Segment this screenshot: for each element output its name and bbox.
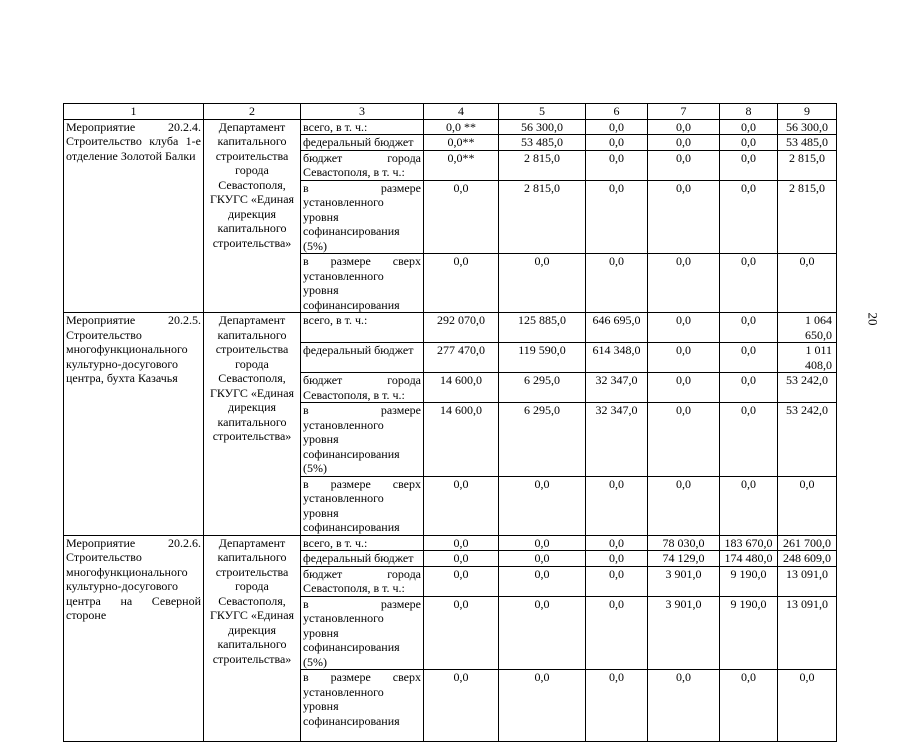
- value-cell: 0,0: [424, 476, 499, 535]
- header-cell: 2: [204, 104, 301, 120]
- value-cell: 0,0: [586, 119, 648, 135]
- value-cell: 0,0: [648, 313, 720, 343]
- value-cell: 0,0: [424, 596, 499, 670]
- value-cell: 0,0: [424, 566, 499, 596]
- value-cell: 53 485,0: [499, 135, 586, 151]
- value-cell: 0,0: [648, 373, 720, 403]
- value-cell: 2 815,0: [499, 180, 586, 254]
- value-cell: 0,0: [720, 403, 778, 477]
- table-row: [64, 119, 837, 135]
- value-cell: 0,0: [720, 476, 778, 535]
- value-cell: 0,0: [720, 313, 778, 343]
- funding-source: в размере установленного уровня софинансирования (5%): [301, 180, 424, 254]
- value-cell: 0,0: [648, 343, 720, 373]
- page-number: 20: [865, 312, 881, 326]
- value-cell: 2 815,0: [778, 180, 837, 254]
- value-cell: 248 609,0: [778, 551, 837, 567]
- value-cell: 0,0: [424, 670, 499, 742]
- value-cell: 646 695,0: [586, 313, 648, 343]
- header-cell: 3: [301, 104, 424, 120]
- funding-source: всего, в т. ч.:: [301, 313, 424, 343]
- funding-source: бюджет города Севастополя, в т. ч.:: [301, 150, 424, 180]
- measure-block: [64, 119, 837, 313]
- value-cell: 174 480,0: [720, 551, 778, 567]
- funding-source: бюджет города Севастополя, в т. ч.:: [301, 566, 424, 596]
- department-name: Департамент капитального строительства города Севастополя, ГКУГС «Единая дирекция капитального строительства»: [204, 535, 301, 742]
- value-cell: 32 347,0: [586, 373, 648, 403]
- value-cell: 0,0: [720, 135, 778, 151]
- value-cell: 0,0: [586, 180, 648, 254]
- value-cell: 0,0: [499, 535, 586, 551]
- header-cell: 4: [424, 104, 499, 120]
- value-cell: 0,0: [778, 476, 837, 535]
- value-cell: 0,0: [586, 476, 648, 535]
- header-cell: 1: [64, 104, 204, 120]
- value-cell: 0,0: [499, 254, 586, 313]
- value-cell: 0,0: [499, 596, 586, 670]
- table-row: [64, 313, 837, 343]
- value-cell: 0,0: [424, 551, 499, 567]
- header-cell: 5: [499, 104, 586, 120]
- table-row: [64, 535, 837, 551]
- measure-name: Мероприятие 20.2.6. Строительство многофункционального культурно-досугового центра на Северной стороне: [64, 535, 204, 742]
- value-cell: 0,0: [424, 180, 499, 254]
- value-cell: 56 300,0: [499, 119, 586, 135]
- value-cell: 0,0: [586, 670, 648, 742]
- value-cell: 53 485,0: [778, 135, 837, 151]
- value-cell: 0,0: [586, 566, 648, 596]
- value-cell: 53 242,0: [778, 403, 837, 477]
- value-cell: 125 885,0: [499, 313, 586, 343]
- header-cell: 9: [778, 104, 837, 120]
- value-cell: 0,0: [424, 254, 499, 313]
- funding-source: всего, в т. ч.:: [301, 535, 424, 551]
- value-cell: 0,0**: [424, 135, 499, 151]
- value-cell: 119 590,0: [499, 343, 586, 373]
- department-name: Департамент капитального строительства города Севастополя, ГКУГС «Единая дирекция капитального строительства»: [204, 313, 301, 536]
- value-cell: 0,0: [499, 566, 586, 596]
- value-cell: 2 815,0: [499, 150, 586, 180]
- funding-source: всего, в т. ч.:: [301, 119, 424, 135]
- value-cell: 0,0: [720, 670, 778, 742]
- value-cell: 0,0: [720, 254, 778, 313]
- value-cell: 0,0: [424, 535, 499, 551]
- value-cell: 3 901,0: [648, 566, 720, 596]
- value-cell: 0,0: [586, 551, 648, 567]
- department-name: Департамент капитального строительства города Севастополя, ГКУГС «Единая дирекция капитального строительства»: [204, 119, 301, 313]
- measure-name: Мероприятие 20.2.5. Строительство многофункционального культурно-досугового центра, бухта Казачья: [64, 313, 204, 536]
- value-cell: 0,0: [648, 670, 720, 742]
- value-cell: 1 064 650,0: [778, 313, 837, 343]
- value-cell: 0,0: [720, 119, 778, 135]
- value-cell: 2 815,0: [778, 150, 837, 180]
- value-cell: 78 030,0: [648, 535, 720, 551]
- value-cell: 0,0: [499, 551, 586, 567]
- measure-block: [64, 535, 837, 742]
- value-cell: 0,0: [648, 254, 720, 313]
- value-cell: 0,0: [499, 670, 586, 742]
- value-cell: 0,0: [720, 180, 778, 254]
- value-cell: 53 242,0: [778, 373, 837, 403]
- funding-source: в размере установленного уровня софинансирования (5%): [301, 403, 424, 477]
- value-cell: 0,0: [648, 150, 720, 180]
- funding-source: в размере сверх установленного уровня софинансирования: [301, 670, 424, 742]
- value-cell: 14 600,0: [424, 373, 499, 403]
- value-cell: 74 129,0: [648, 551, 720, 567]
- value-cell: 0,0: [720, 343, 778, 373]
- value-cell: 614 348,0: [586, 343, 648, 373]
- value-cell: 3 901,0: [648, 596, 720, 670]
- funding-source: в размере сверх установленного уровня софинансирования: [301, 254, 424, 313]
- value-cell: 0,0: [778, 254, 837, 313]
- value-cell: 56 300,0: [778, 119, 837, 135]
- value-cell: 0,0: [648, 180, 720, 254]
- value-cell: 0,0: [720, 373, 778, 403]
- header-cell: 7: [648, 104, 720, 120]
- value-cell: 9 190,0: [720, 566, 778, 596]
- value-cell: 13 091,0: [778, 566, 837, 596]
- value-cell: 0,0: [778, 670, 837, 742]
- value-cell: 6 295,0: [499, 403, 586, 477]
- value-cell: 0,0: [720, 150, 778, 180]
- funding-source: федеральный бюджет: [301, 551, 424, 567]
- value-cell: 1 011 408,0: [778, 343, 837, 373]
- value-cell: 14 600,0: [424, 403, 499, 477]
- measure-name: Мероприятие 20.2.4. Строительство клуба 1-е отделение Золотой Балки: [64, 119, 204, 313]
- value-cell: 0,0: [499, 476, 586, 535]
- value-cell: 0,0 **: [424, 119, 499, 135]
- value-cell: 183 670,0: [720, 535, 778, 551]
- measure-block: [64, 313, 837, 536]
- funding-source: в размере установленного уровня софинансирования (5%): [301, 596, 424, 670]
- value-cell: 6 295,0: [499, 373, 586, 403]
- header-cell: 8: [720, 104, 778, 120]
- value-cell: 0,0: [648, 476, 720, 535]
- funding-source: федеральный бюджет: [301, 135, 424, 151]
- header-row: [64, 104, 837, 120]
- value-cell: 0,0: [586, 150, 648, 180]
- funding-source: в размере сверх установленного уровня софинансирования: [301, 476, 424, 535]
- value-cell: 32 347,0: [586, 403, 648, 477]
- value-cell: 0,0: [586, 135, 648, 151]
- funding-source: федеральный бюджет: [301, 343, 424, 373]
- value-cell: 9 190,0: [720, 596, 778, 670]
- value-cell: 292 070,0: [424, 313, 499, 343]
- value-cell: 0,0: [586, 254, 648, 313]
- value-cell: 0,0**: [424, 150, 499, 180]
- value-cell: 0,0: [648, 403, 720, 477]
- funding-source: бюджет города Севастополя, в т. ч.:: [301, 373, 424, 403]
- value-cell: 13 091,0: [778, 596, 837, 670]
- value-cell: 0,0: [648, 135, 720, 151]
- value-cell: 0,0: [586, 596, 648, 670]
- value-cell: 0,0: [648, 119, 720, 135]
- header-cell: 6: [586, 104, 648, 120]
- value-cell: 261 700,0: [778, 535, 837, 551]
- budget-table: [63, 103, 837, 742]
- value-cell: 0,0: [586, 535, 648, 551]
- value-cell: 277 470,0: [424, 343, 499, 373]
